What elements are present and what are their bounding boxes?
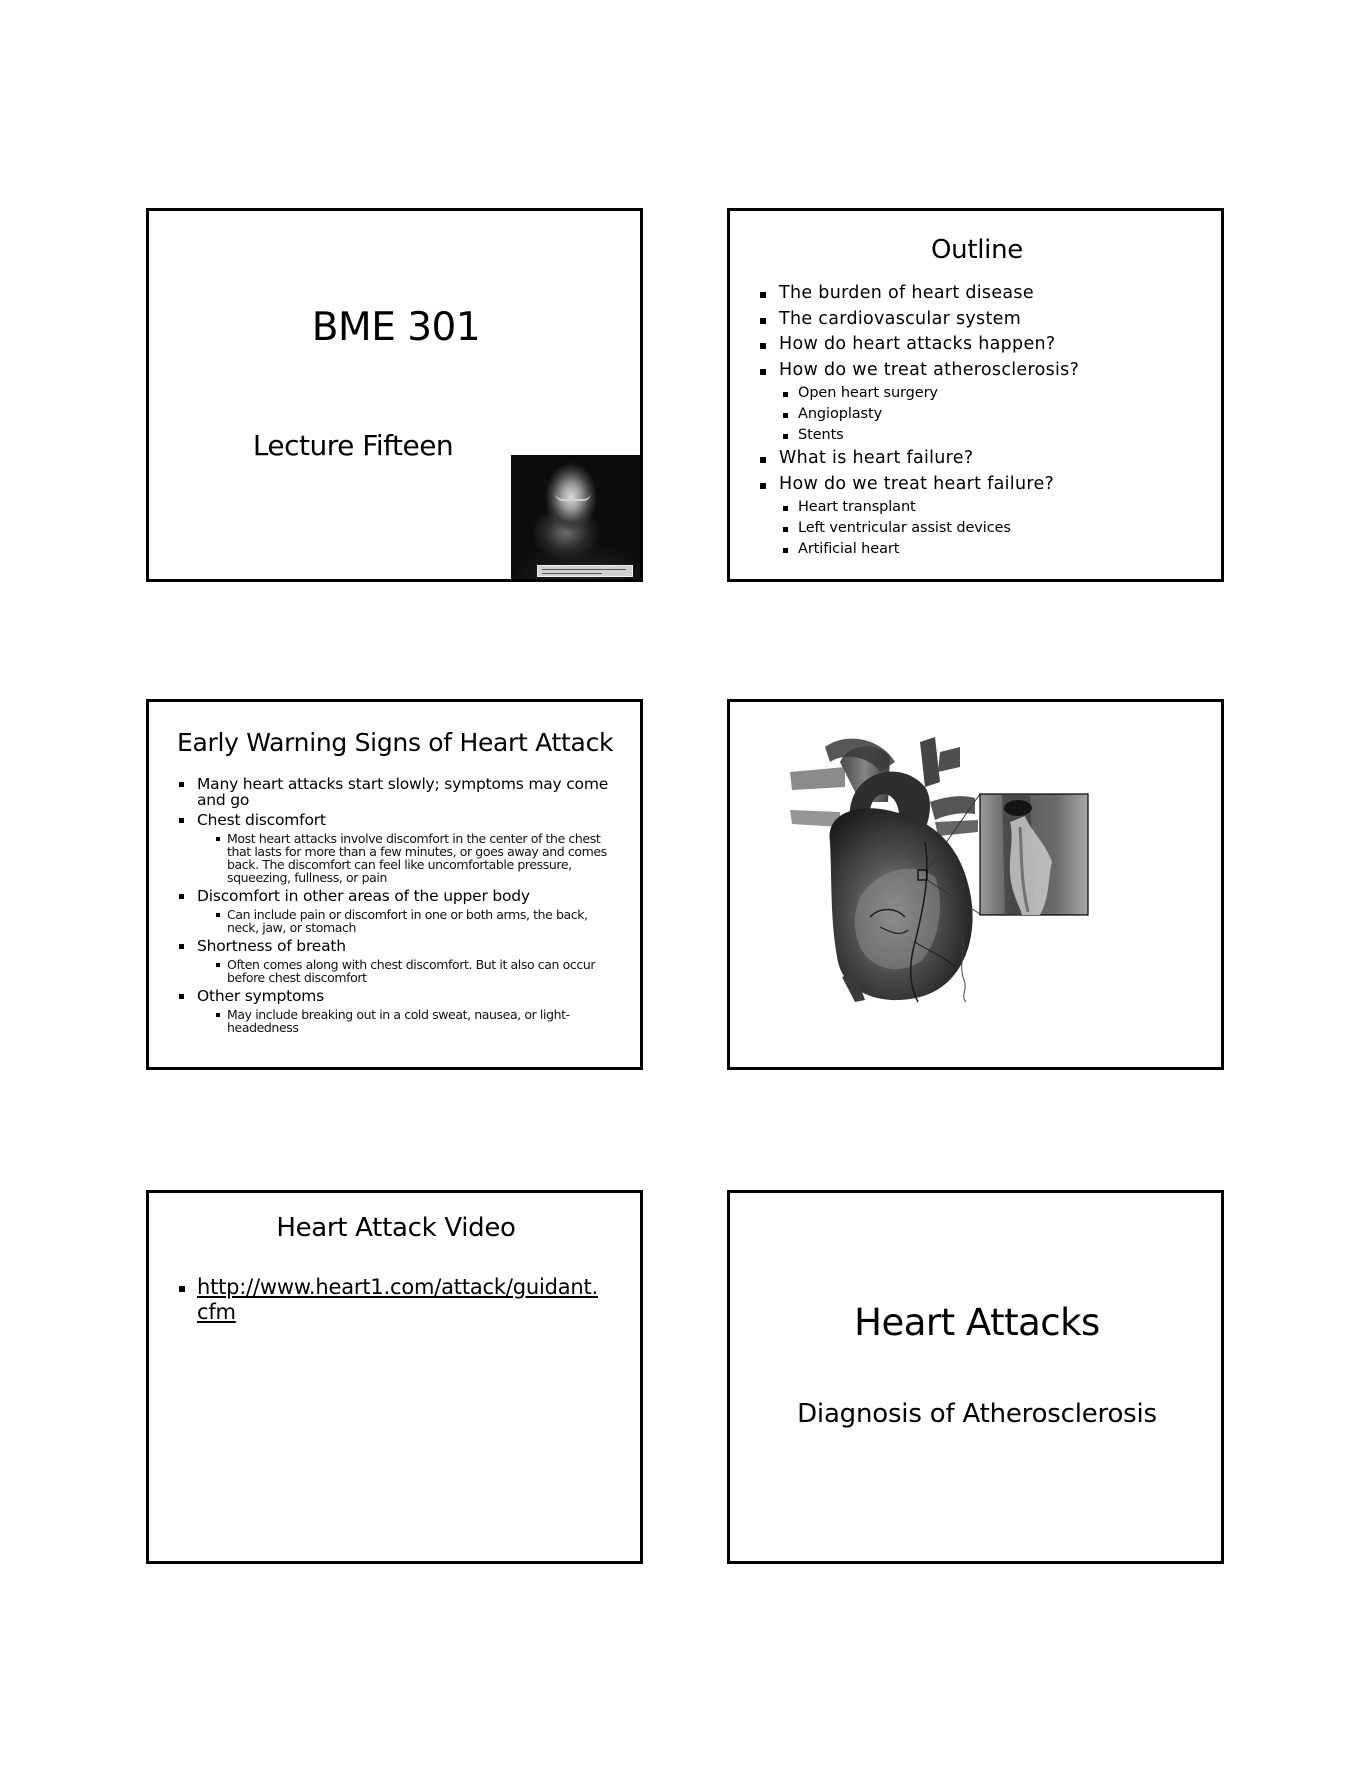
square-bullet-icon [760,457,766,463]
square-bullet-icon [783,527,788,532]
square-bullet-icon [760,292,766,298]
list-item: What is heart failure? [758,446,1079,472]
list-item: The burden of heart disease [758,281,1079,307]
square-bullet-icon [760,369,766,375]
outline-list [758,281,1079,560]
square-bullet-icon [783,413,788,418]
square-bullet-icon [216,1013,220,1017]
list-subitem: Most heart attacks involve discomfort in the center of the chest that lasts for more than a few minutes, or goes away and comes back. The discomfort can feel like uncomfortable pressure, squeezing, fullness, or pain [179,832,619,884]
list-subitem: Angioplasty [758,404,1079,425]
list-item: Many heart attacks start slowly; symptoms may come and go [179,776,619,808]
list-item: How do heart attacks happen? [758,332,1079,358]
list-subitem: Artificial heart [758,539,1079,560]
square-bullet-icon [783,392,788,397]
square-bullet-icon [179,782,184,787]
list-subitem: Heart transplant [758,497,1079,518]
square-bullet-icon [216,963,220,967]
list-subitem: Open heart surgery [758,383,1079,404]
photo-caption-label [537,565,633,577]
square-bullet-icon [179,818,184,823]
list-item: Other symptoms [179,988,619,1004]
slide-title: Heart Attacks [854,1301,1100,1344]
slide-1-title [146,208,643,582]
list-item [179,1275,609,1325]
list-item: Discomfort in other areas of the upper body [179,888,619,904]
list-subitem: Can include pain or discomfort in one or both arms, the back, neck, jaw, or stomach [179,908,619,934]
video-link-list [179,1275,609,1325]
slide-4-heart-illustration [727,699,1224,1070]
slide-title: Early Warning Signs of Heart Attack [177,728,614,757]
square-bullet-icon [179,944,184,949]
square-bullet-icon [760,318,766,324]
list-item: How do we treat atherosclerosis? [758,358,1079,384]
square-bullet-icon [783,548,788,553]
square-bullet-icon [783,434,788,439]
slide-2-outline [727,208,1224,582]
slide-title: BME 301 [311,305,481,350]
slide-3-warning-signs [146,699,643,1070]
list-item: How do we treat heart failure? [758,472,1079,498]
square-bullet-icon [760,483,766,489]
list-subitem: Left ventricular assist devices [758,518,1079,539]
square-bullet-icon [179,1286,185,1292]
slide-subtitle: Diagnosis of Atherosclerosis [797,1399,1157,1429]
heart-illustration-image [730,702,1224,1070]
square-bullet-icon [216,913,220,917]
list-item: Shortness of breath [179,938,619,954]
list-item: The cardiovascular system [758,307,1079,333]
square-bullet-icon [216,837,220,841]
slide-6-section-header [727,1190,1224,1564]
square-bullet-icon [760,343,766,349]
list-item: Chest discomfort [179,812,619,828]
list-subitem: Stents [758,425,1079,446]
slide-5-video [146,1190,643,1564]
slide-title: Heart Attack Video [276,1213,516,1243]
video-url-link[interactable]: http://www.heart1.com/attack/guidant.cfm [197,1275,599,1324]
warning-signs-list [179,776,619,1038]
list-subitem: Often comes along with chest discomfort. But it also can occur before chest discomfort [179,958,619,984]
square-bullet-icon [179,994,184,999]
glasses-detail [555,491,591,501]
square-bullet-icon [783,506,788,511]
square-bullet-icon [179,894,184,899]
slide-subtitle: Lecture Fifteen [252,429,454,462]
portrait-photo-image [511,455,643,582]
slide-title: Outline [931,235,1023,265]
list-subitem: May include breaking out in a cold sweat, nausea, or light-headedness [179,1008,619,1034]
